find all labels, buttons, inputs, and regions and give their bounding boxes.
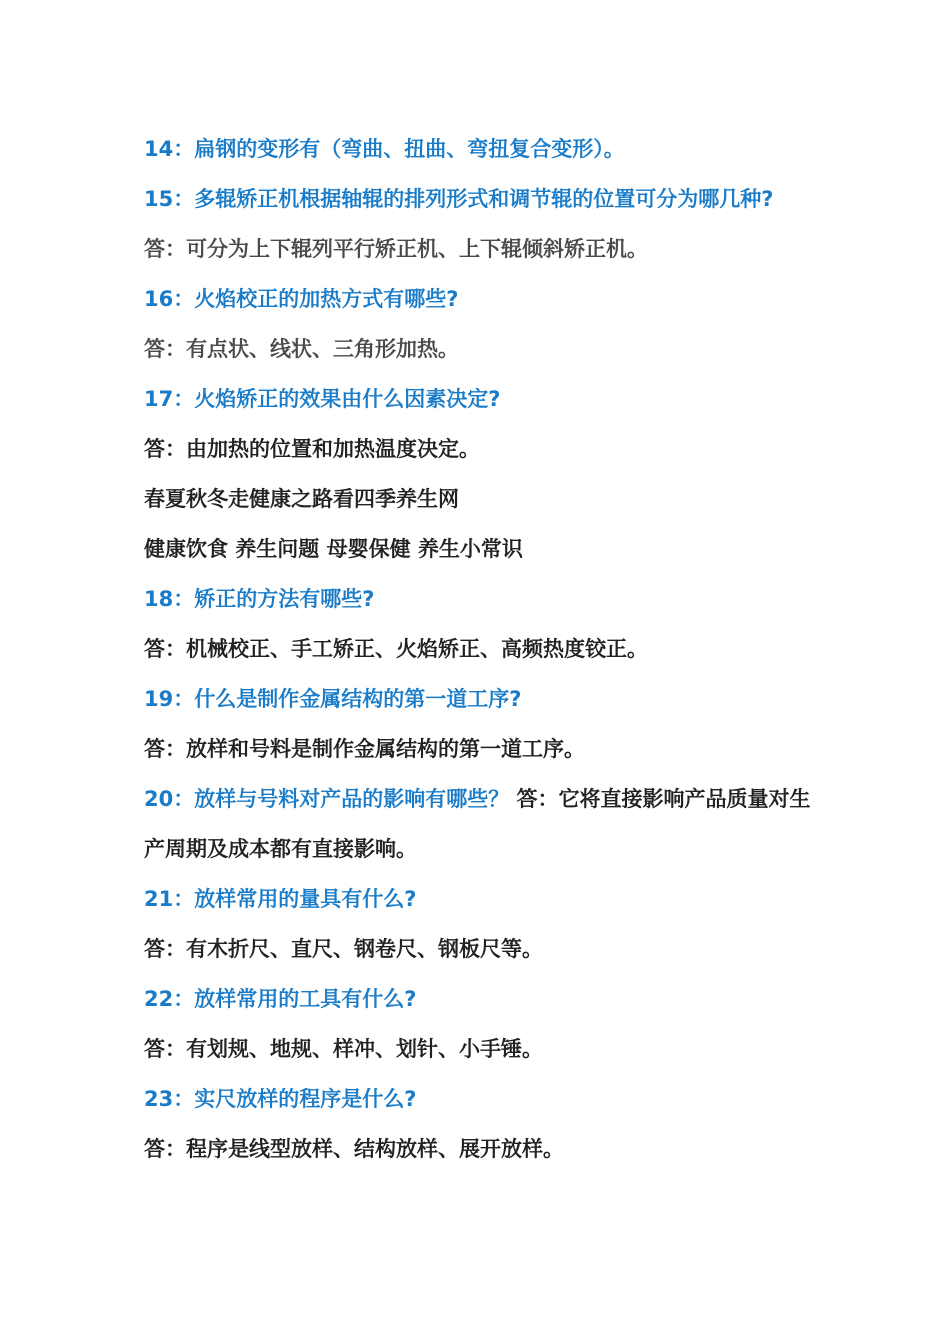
answer-23: 答：程序是线型放样、结构放样、展开放样。 bbox=[144, 1137, 564, 1161]
question-22: 22：放样常用的工具有什么? bbox=[144, 987, 417, 1011]
question-14: 14：扁钢的变形有（弯曲、扭曲、弯扭复合变形）。 bbox=[144, 137, 625, 161]
question-19: 19：什么是制作金属结构的第一道工序? bbox=[144, 687, 522, 711]
question-18: 18：矫正的方法有哪些? bbox=[144, 587, 375, 611]
site-slogan: 春夏秋冬走健康之路看四季养生网 bbox=[144, 487, 459, 511]
answer-20: 答：它将直接影响产品质量对生产周期及成本都有直接影响。 bbox=[144, 787, 811, 861]
answer-22: 答：有划规、地规、样冲、划针、小手锤。 bbox=[144, 1037, 543, 1061]
question-17: 17：火焰矫正的效果由什么因素决定? bbox=[144, 387, 501, 411]
answer-18: 答：机械校正、手工矫正、火焰矫正、高频热度铰正。 bbox=[144, 637, 648, 661]
answer-17: 答：由加热的位置和加热温度决定。 bbox=[144, 437, 480, 461]
answer-15: 答：可分为上下辊列平行矫正机、上下辊倾斜矫正机。 bbox=[144, 237, 648, 261]
document-body bbox=[144, 124, 816, 1174]
question-15: 15：多辊矫正机根据轴辊的排列形式和调节辊的位置可分为哪几种? bbox=[144, 187, 774, 211]
answer-21: 答：有木折尺、直尺、钢卷尺、钢板尺等。 bbox=[144, 937, 543, 961]
question-16: 16：火焰校正的加热方式有哪些? bbox=[144, 287, 459, 311]
question-21: 21：放样常用的量具有什么? bbox=[144, 887, 417, 911]
site-categories: 健康饮食 养生问题 母婴保健 养生小常识 bbox=[144, 537, 523, 561]
question-23: 23：实尺放样的程序是什么? bbox=[144, 1087, 417, 1111]
answer-16: 答：有点状、线状、三角形加热。 bbox=[144, 337, 459, 361]
answer-19: 答：放样和号料是制作金属结构的第一道工序。 bbox=[144, 737, 585, 761]
question-20: 20：放样与号料对产品的影响有哪些？ bbox=[144, 787, 510, 811]
question-answer-20 bbox=[144, 774, 816, 874]
